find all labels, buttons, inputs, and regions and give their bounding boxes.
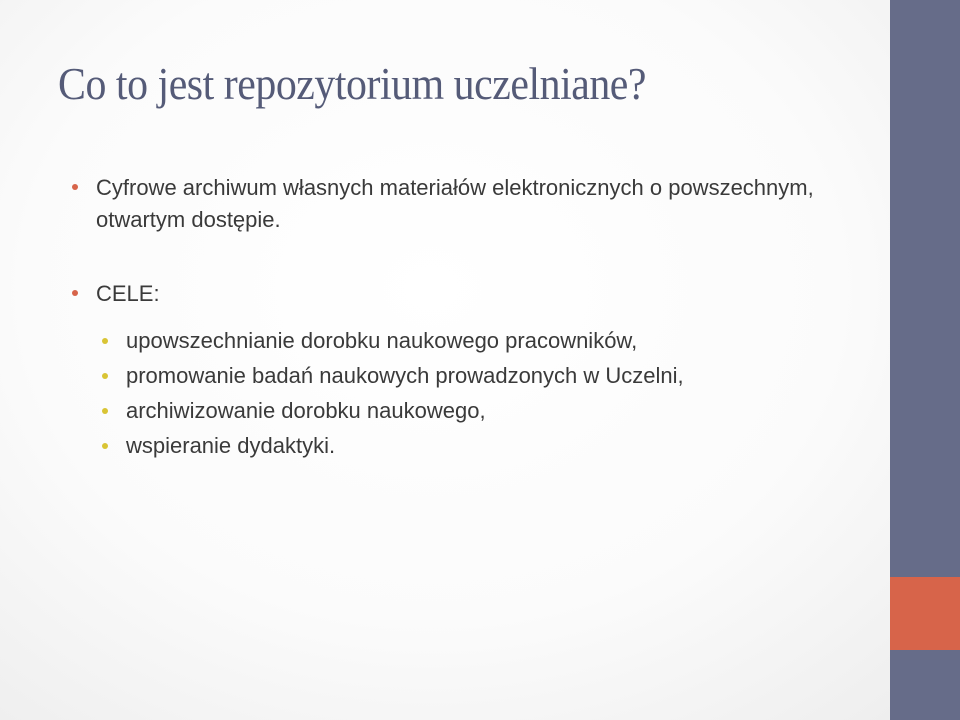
bullet-dot-icon xyxy=(72,184,78,190)
goals-list xyxy=(70,324,880,462)
bullet-dot-icon xyxy=(72,290,78,296)
slide-content xyxy=(70,172,880,464)
goal-item xyxy=(100,429,880,462)
goal-text: upowszechnianie dorobku naukowego pracowników, xyxy=(126,327,638,353)
sub-bullet-dot-icon xyxy=(102,443,108,449)
sub-bullet-dot-icon xyxy=(102,408,108,414)
goal-item xyxy=(100,394,880,427)
sub-bullet-dot-icon xyxy=(102,373,108,379)
sub-bullet-dot-icon xyxy=(102,338,108,344)
bullet-text: Cyfrowe archiwum własnych materiałów elektronicznych o powszechnym, otwartym dostępie. xyxy=(96,175,814,232)
bullet-text: CELE: xyxy=(96,280,160,306)
goal-item xyxy=(100,324,880,357)
bullet-goals xyxy=(70,278,880,310)
side-accent-block xyxy=(890,577,960,650)
goal-item xyxy=(100,359,880,392)
bullet-definition xyxy=(70,172,880,236)
goal-text: promowanie badań naukowych prowadzonych w Uczelni, xyxy=(126,362,684,388)
slide-title: Co to jest repozytorium uczelniane? xyxy=(58,59,647,109)
goal-text: archiwizowanie dorobku naukowego, xyxy=(126,397,486,423)
goal-text: wspieranie dydaktyki. xyxy=(126,432,336,458)
